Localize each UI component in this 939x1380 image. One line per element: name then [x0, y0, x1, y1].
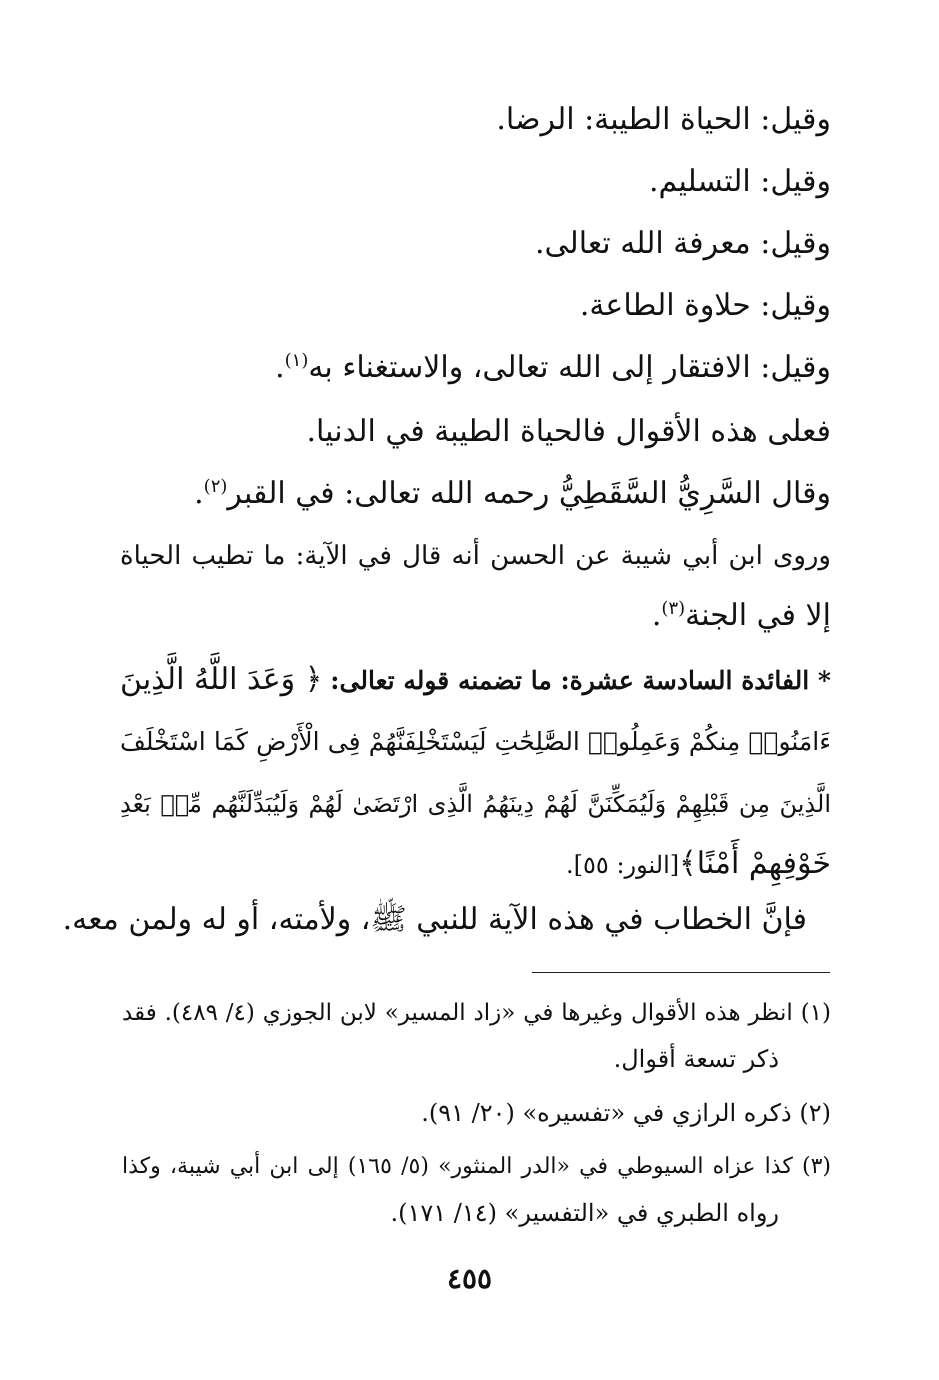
- body-line-4: وقيل: حلاوة الطاعة.: [579, 288, 831, 323]
- body-line-3: وقيل: معرفة الله تعالى.: [535, 226, 831, 261]
- footnote-marker-2: (٢): [203, 476, 228, 497]
- footnote-3-number: (٣): [801, 1154, 831, 1179]
- body-line-2: وقيل: التسليم.: [648, 164, 831, 199]
- verse-reference: [النور: ٥٥].: [566, 851, 680, 879]
- footnote-1-continuation: ذكر تسعة أقوال.: [613, 1045, 779, 1073]
- body-line-7: وقال السَّرِيُّ السَّقَطِيُّ رحمه الله تعالى: في القبر$^{(٢)}$.: [194, 476, 831, 511]
- footnote-1-number: (١): [800, 1000, 832, 1026]
- body-line-6: فعلى هذه الأقوال فالحياة الطيبة في الدنيا.: [306, 414, 831, 449]
- explanation-line: فإنَّ الخطاب في هذه الآية للنبي ﷺ، ولأمته، أو له ولمن معه.: [62, 902, 807, 937]
- section-heading: * الفائدة السادسة عشرة: ما تضمنه قوله تعالى:: [330, 666, 832, 695]
- body-line-1: وقيل: الحياة الطيبة: الرضا.: [496, 102, 831, 137]
- body-line-9: إلا في الجنة$^{(٣)}$.: [651, 598, 831, 633]
- footnote-marker-1: (١): [284, 350, 309, 371]
- verse-line-4: خَوْفِهِمْ أَمْنًا﴾[النور: ٥٥].: [566, 846, 831, 881]
- footnote-2: (٢) ذكره الرازي في «تفسيره» (٢٠/ ٩١).: [421, 1099, 831, 1127]
- footnote-3: (٣) كذا عزاه السيوطي في «الدر المنثور» (٥/ ١٦٥) إلى ابن أبي شيبة، وكذا: [122, 1154, 831, 1179]
- section-heading-line: [120, 660, 831, 701]
- body-line-5: وقيل: الافتقار إلى الله تعالى، والاستغناء به$^{(١)}$.: [275, 350, 831, 385]
- verse-part-1: ﴿ وَعَدَ اللَّهُ الَّذِينَ: [120, 662, 323, 697]
- footnote-1: (١) انظر هذه الأقوال وغيرها في «زاد المسير» لابن الجوزي (٤/ ٤٨٩). فقد: [122, 1000, 832, 1026]
- verse-line-2: ءَامَنُوا۟ مِنكُمْ وَعَمِلُوا۟ الصَّٰلِحَٰتِ لَيَسْتَخْلِفَنَّهُمْ فِى الْأَرْضِ كَمَا اسْتَخْلَفَ: [120, 727, 831, 756]
- body-line-8: وروى ابن أبي شيبة عن الحسن أنه قال في الآية: ما تطيب الحياة: [120, 541, 831, 571]
- verse-line-3: الَّذِينَ مِن قَبْلِهِمْ وَلَيُمَكِّنَنَّ لَهُمْ دِينَهُمُ الَّذِى ارْتَضَىٰ لَهُمْ وَلَيُبَدِّلَنَّهُم مِّنۢ بَعْدِ: [120, 790, 831, 818]
- page-number: ٤٥٥: [446, 1262, 493, 1295]
- footnote-divider: [532, 972, 830, 973]
- footnote-marker-3: (٣): [661, 598, 686, 619]
- footnote-3-continuation: رواه الطبري في «التفسير» (١٤/ ١٧١).: [390, 1199, 779, 1227]
- footnote-2-number: (٢): [799, 1099, 831, 1127]
